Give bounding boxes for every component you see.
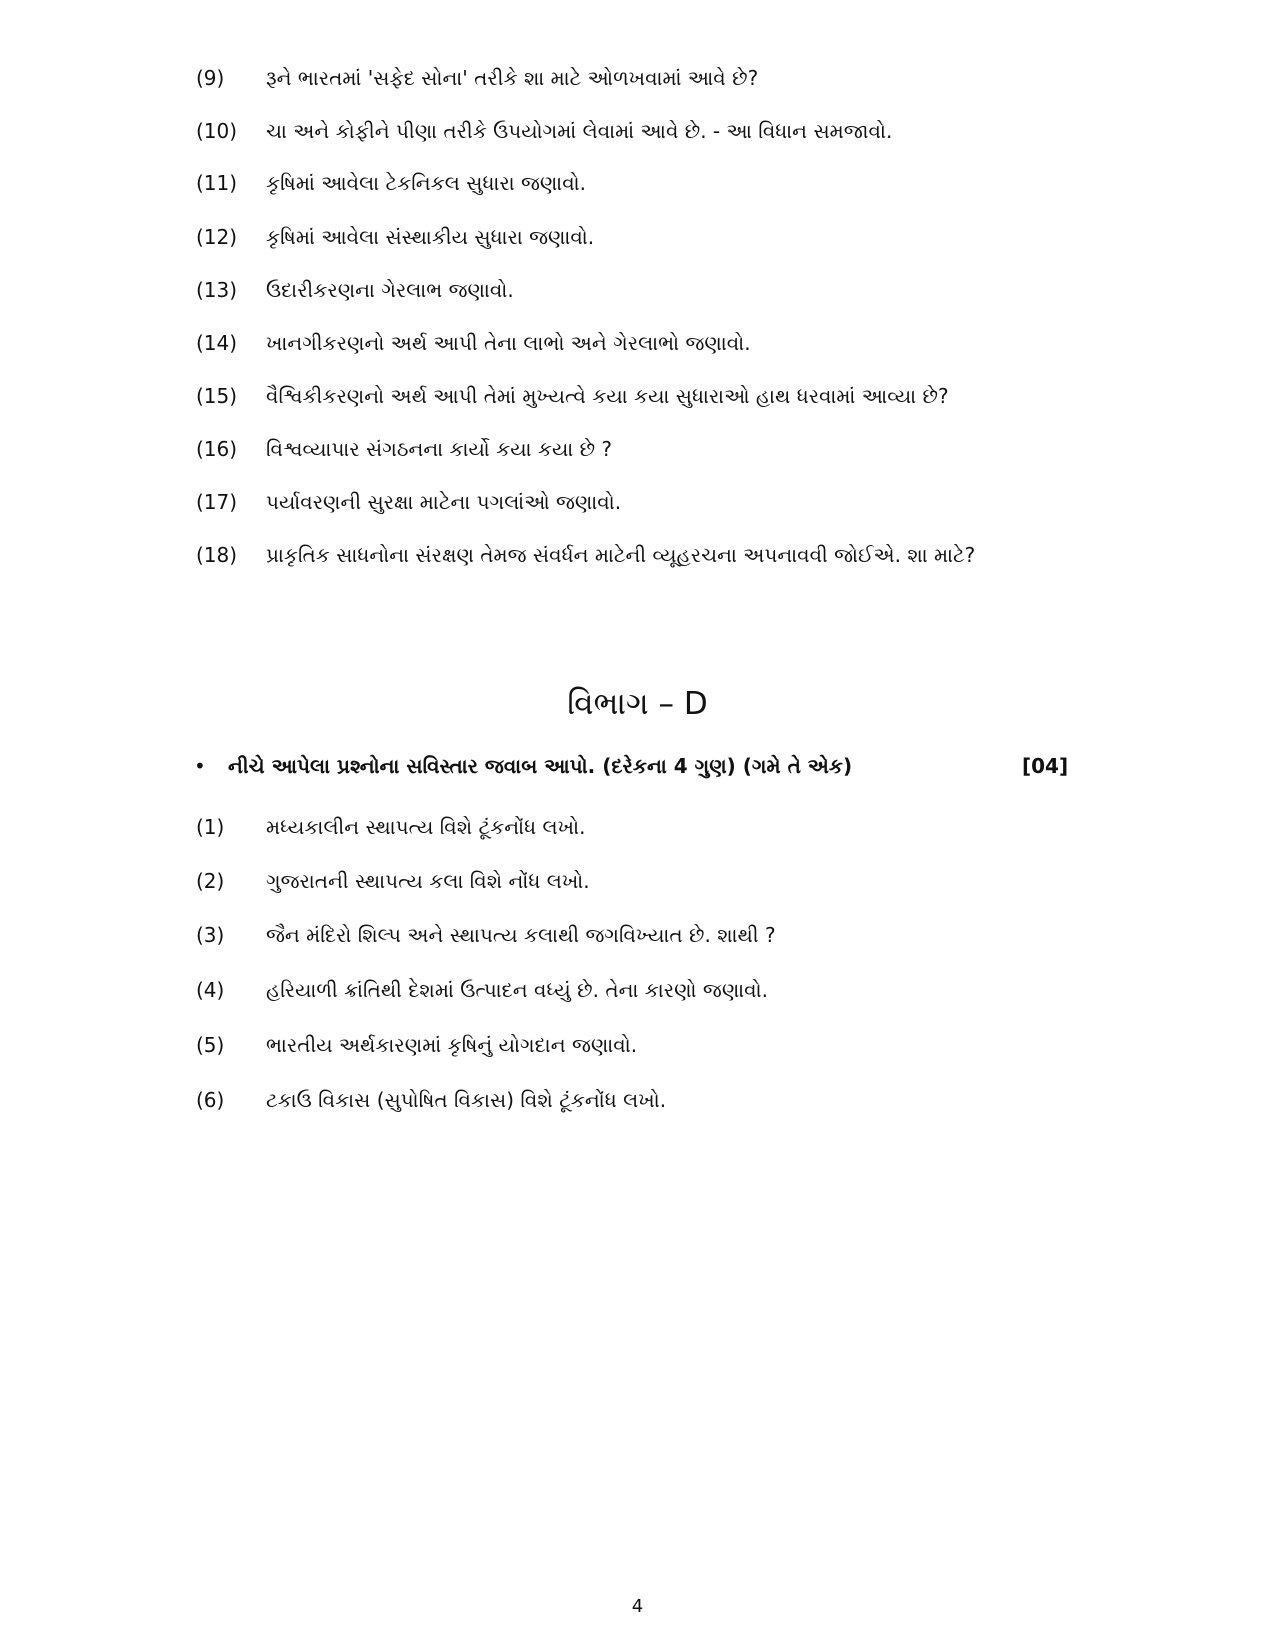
question-text: ઉદારીકરણના ગેરલાભ જણાવો. xyxy=(266,278,514,302)
question-item xyxy=(0,328,1275,358)
question-number: (4) xyxy=(196,978,225,1002)
question-item xyxy=(0,1085,1275,1115)
section-d-heading: વિભાગ – D xyxy=(567,686,708,722)
question-text: જૈન મંદિરો શિલ્પ અને સ્થાપત્ય કલાથી જગવિખ્યાત છે. શાથી ? xyxy=(266,923,776,947)
question-number: (18) xyxy=(196,543,238,567)
question-text: મધ્યકાલીન સ્થાપત્ય વિશે ટૂંકનોંધ લખો. xyxy=(266,815,586,839)
question-text: ટકાઉ વિકાસ (સુપોષિત વિકાસ) વિશે ટૂંકનોંધ લખો. xyxy=(266,1088,667,1112)
question-number: (5) xyxy=(196,1033,225,1057)
question-number: (17) xyxy=(196,490,238,514)
page-number: 4 xyxy=(631,1596,644,1617)
question-item xyxy=(0,540,1275,570)
question-text: ચા અને કોફીને પીણા તરીકે ઉપયોગમાં લેવામાં આવે છે. - આ વિધાન સમજાવો. xyxy=(266,119,893,143)
question-text: વૈશ્વિકીકરણનો અર્થ આપી તેમાં મુખ્યત્વે કયા કયા સુધારાઓ હાથ ધરવામાં આવ્યા છે? xyxy=(266,384,949,408)
question-item xyxy=(0,812,1275,842)
question-text: પર્યાવરણની સુરક્ષા માટેના પગલાંઓ જણાવો. xyxy=(266,490,622,514)
question-item xyxy=(0,63,1275,93)
question-text: વિશ્વવ્યાપાર સંગઠનના કાર્યો કયા કયા છે ? xyxy=(266,437,613,461)
question-number: (9) xyxy=(196,66,225,90)
question-item xyxy=(0,222,1275,252)
question-number: (16) xyxy=(196,437,238,461)
question-number: (14) xyxy=(196,331,238,355)
question-number: (6) xyxy=(196,1088,225,1112)
question-number: (2) xyxy=(196,869,225,893)
question-item xyxy=(0,381,1275,411)
question-number: (12) xyxy=(196,225,238,249)
bullet-icon: • xyxy=(194,754,206,778)
question-text: રૂને ભારતમાં 'સફેદ સોના' તરીકે શા માટે ઓળખવામાં આવે છે? xyxy=(266,66,759,90)
question-text: ગુજરાતની સ્થાપત્ય કલા વિશે નોંધ લખો. xyxy=(266,869,590,893)
question-number: (15) xyxy=(196,384,238,408)
question-number: (3) xyxy=(196,923,225,947)
question-text: પ્રાકૃતિક સાધનોના સંરક્ષણ તેમજ સંવર્ધન માટેની વ્યૂહરચના અપનાવવી જોઈએ. શા માટે? xyxy=(266,543,976,567)
question-item xyxy=(0,168,1275,198)
question-text: કૃષિમાં આવેલા ટેકનિકલ સુધારા જણાવો. xyxy=(266,171,587,195)
question-number: (11) xyxy=(196,171,238,195)
question-item xyxy=(0,275,1275,305)
question-text: ખાનગીકરણનો અર્થ આપી તેના લાભો અને ગેરલાભો જણાવો. xyxy=(266,331,751,355)
question-text: કૃષિમાં આવેલા સંસ્થાકીય સુધારા જણાવો. xyxy=(266,225,595,249)
question-number: (13) xyxy=(196,278,238,302)
question-item xyxy=(0,975,1275,1005)
question-item xyxy=(0,920,1275,950)
marks-label: [04] xyxy=(1022,754,1069,778)
question-item xyxy=(0,116,1275,146)
question-item xyxy=(0,866,1275,896)
question-number: (10) xyxy=(196,119,238,143)
question-text: હરિયાળી ક્રાંતિથી દેશમાં ઉત્પાદન વધ્યું છે. તેના કારણો જણાવો. xyxy=(266,978,768,1002)
instruction-text: નીચે આપેલા પ્રશ્નોના સવિસ્તાર જવાબ આપો. (દરેકના 4 ગુણ) (ગમે તે એક) xyxy=(228,754,853,778)
question-item xyxy=(0,487,1275,517)
question-text: ભારતીય અર્થકારણમાં કૃષિનું યોગદાન જણાવો. xyxy=(266,1033,638,1057)
section-d-instruction xyxy=(0,750,1275,782)
question-item xyxy=(0,434,1275,464)
question-item xyxy=(0,1030,1275,1060)
question-number: (1) xyxy=(196,815,225,839)
